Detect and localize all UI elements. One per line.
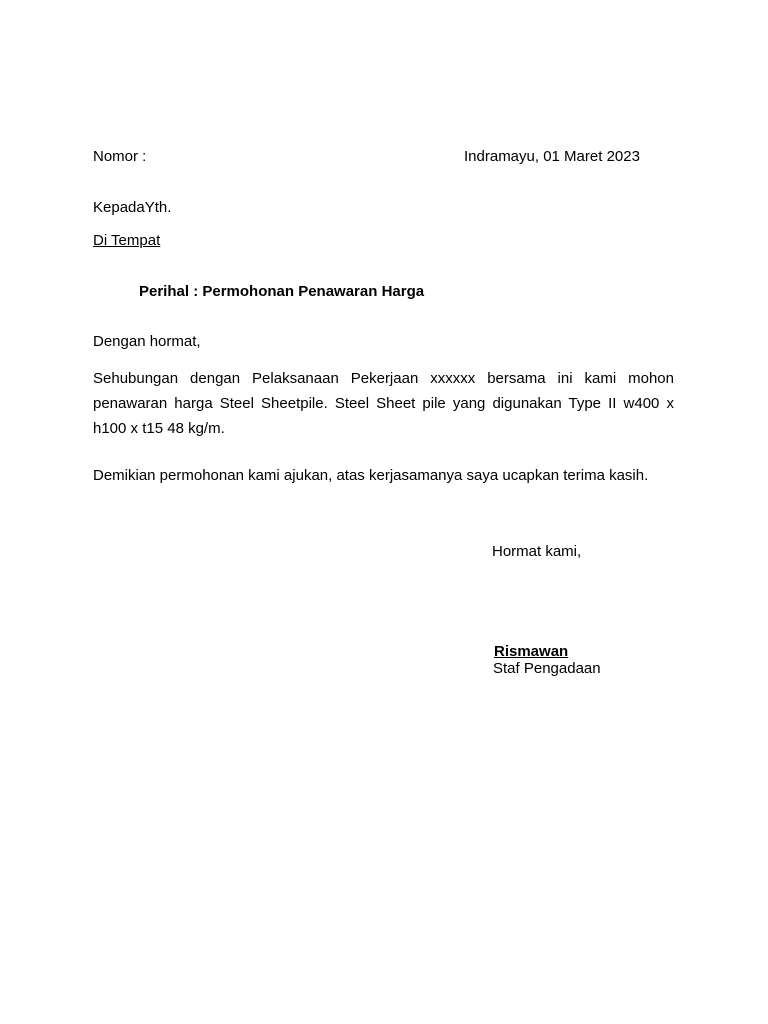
signer-title: Staf Pengadaan	[493, 660, 601, 677]
recipient-line: KepadaYth.	[93, 199, 172, 216]
letter-salutation: Dengan hormat,	[93, 333, 201, 350]
letter-closing: Demikian permohonan kami ajukan, atas kerjasamanya saya ucapkan terima kasih.	[93, 467, 649, 484]
letter-number-label: Nomor :	[93, 148, 147, 165]
letter-place-date: Indramayu, 01 Maret 2023	[464, 148, 640, 165]
letter-regards: Hormat kami,	[492, 543, 582, 560]
recipient-place: Di Tempat	[93, 232, 161, 249]
letter-body-paragraph: Sehubungan dengan Pelaksanaan Pekerjaan xxxxxx bersama ini kami mohon penawaran harga Steel Sheetpile. Steel Sheet pile yang digunakan Type II w400 x h100 x t15 48 kg/m.	[93, 370, 674, 437]
signer-name: Rismawan	[494, 643, 569, 660]
letter-subject: Perihal : Permohonan Penawaran Harga	[139, 283, 425, 300]
